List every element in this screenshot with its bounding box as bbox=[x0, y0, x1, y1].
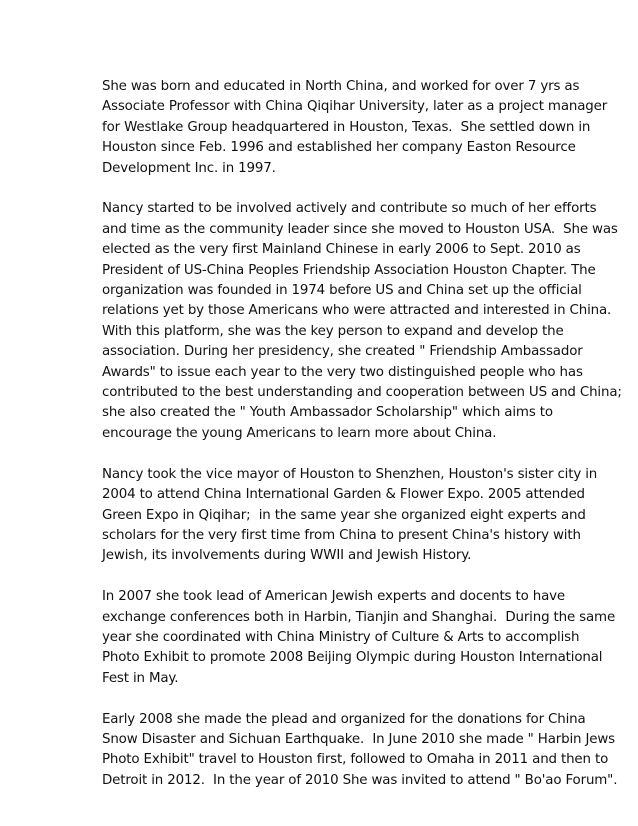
text-line: Nancy started to be involved actively and contribute so much of her efforts bbox=[102, 201, 597, 217]
paragraph-early-life bbox=[102, 77, 608, 179]
text-line: She was born and educated in North China, and worked for over 7 yrs as bbox=[102, 79, 580, 94]
text-line: Early 2008 she made the plead and organized for the donations for China bbox=[102, 711, 586, 727]
text-line: Photo Exhibit" travel to Houston first, followed to Omaha in 2011 and then to bbox=[102, 752, 609, 768]
text-line: scholars for the very first time from China to present China's history with bbox=[102, 527, 581, 543]
text-line: she also created the " Youth Ambassador Scholarship" which aims to bbox=[102, 405, 553, 421]
text-line: and time as the community leader since she moved to Houston USA. She was bbox=[102, 221, 618, 237]
text-line: Awards" to issue each year to the very two distinguished people who has bbox=[102, 364, 583, 380]
text-line: Development Inc. in 1997. bbox=[102, 160, 276, 176]
text-line: Photo Exhibit to promote 2008 Beijing Olympic during Houston International bbox=[102, 650, 603, 666]
text-line: Detroit in 2012. In the year of 2010 She was invited to attend " Bo'ao Forum". bbox=[102, 772, 618, 788]
text-line: association. During her presidency, she created " Friendship Ambassador bbox=[102, 344, 583, 360]
text-line: With this platform, she was the key person to expand and develop the bbox=[102, 323, 564, 339]
text-line: Nancy took the vice mayor of Houston to Shenzhen, Houston's sister city in bbox=[102, 466, 598, 482]
text-line: In 2007 she took lead of American Jewish experts and docents to have bbox=[102, 589, 565, 605]
text-line: encourage the young Americans to learn more about China. bbox=[102, 425, 497, 441]
text-line: Jewish, its involvements during WWII and Jewish History. bbox=[102, 548, 472, 564]
text-line: Houston since Feb. 1996 and established her company Easton Resource bbox=[102, 140, 576, 156]
text-line: 2004 to attend China International Garden & Flower Expo. 2005 attended bbox=[102, 487, 585, 503]
paragraph-community-leader bbox=[102, 199, 622, 444]
paragraph-2008-donations bbox=[102, 710, 618, 792]
text-line: Fest in May. bbox=[102, 670, 179, 686]
text-line: exchange conferences both in Harbin, Tianjin and Shanghai. During the same bbox=[102, 609, 616, 625]
text-line: elected as the very first Mainland Chinese in early 2006 to Sept. 2010 as bbox=[102, 242, 581, 258]
text-line: relations yet by those Americans who were attracted and interested in China. bbox=[102, 303, 612, 319]
text-line: contributed to the best understanding and cooperation between US and China; bbox=[102, 385, 622, 401]
text-line: President of US-China Peoples Friendship Association Houston Chapter. The bbox=[102, 262, 596, 278]
paragraph-shenzhen-visit bbox=[102, 465, 598, 567]
text-line: Associate Professor with China Qiqihar University, later as a project manager bbox=[102, 99, 608, 115]
text-line: year she coordinated with China Ministry of Culture & Arts to accomplish bbox=[102, 629, 580, 645]
text-line: organization was founded in 1974 before US and China set up the official bbox=[102, 283, 582, 299]
paragraph-2007-exchange bbox=[102, 587, 616, 689]
text-line: for Westlake Group headquartered in Houston, Texas. She settled down in bbox=[102, 119, 591, 135]
text-line: Snow Disaster and Sichuan Earthquake. In June 2010 she made " Harbin Jews bbox=[102, 731, 615, 747]
document-body bbox=[102, 77, 622, 812]
text-line: Green Expo in Qiqihar; in the same year she organized eight experts and bbox=[102, 507, 586, 523]
